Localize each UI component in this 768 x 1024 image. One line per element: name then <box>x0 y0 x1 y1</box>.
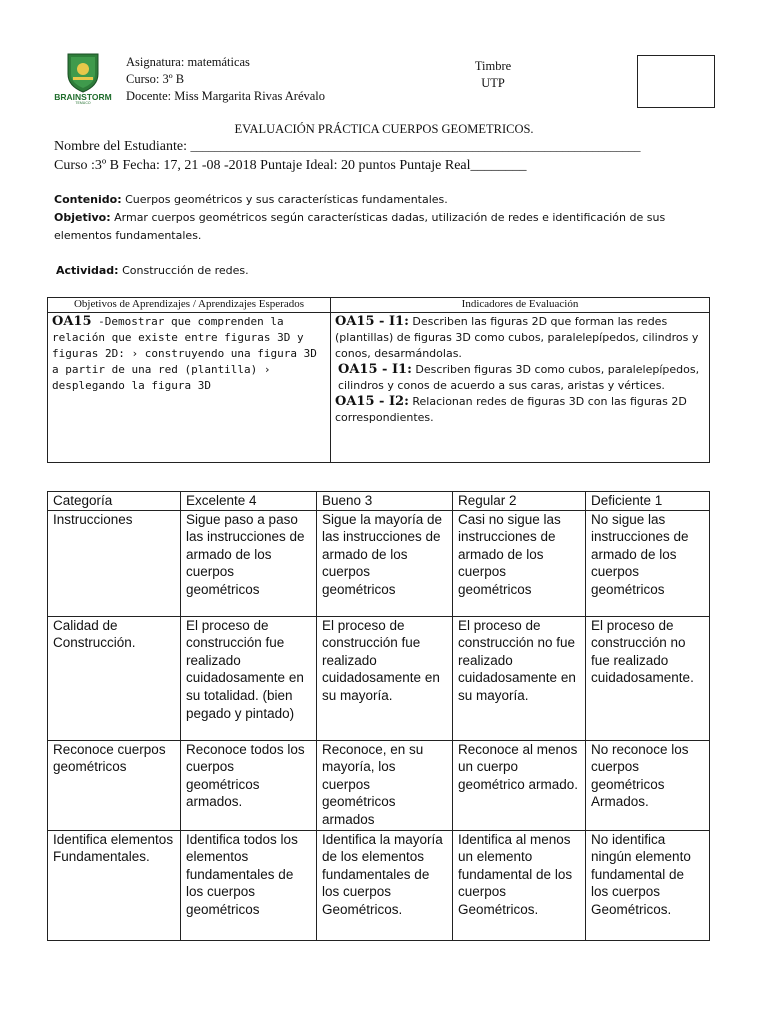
rubric-cell: No sigue las instrucciones de armado de los cuerpos geométricos <box>586 510 710 616</box>
stamp-label <box>468 58 518 92</box>
actividad-line <box>56 262 249 280</box>
rubric-header-regular: Regular 2 <box>453 492 586 511</box>
rubric-cell: No reconoce los cuerpos geométricos Armados. <box>586 740 710 830</box>
rubric-header-excelente: Excelente 4 <box>181 492 317 511</box>
rubric-header-bueno: Bueno 3 <box>317 492 453 511</box>
rubric-cell: Identifica elementos Fundamentales. <box>48 830 181 940</box>
rubric-cell: El proceso de construcción no fue realizado cuidadosamente. <box>586 616 710 740</box>
rubric-cell: Reconoce al menos un cuerpo geométrico armado. <box>453 740 586 830</box>
rubric-cell: El proceso de construcción no fue realizado cuidadosamente en su mayoría. <box>453 616 586 740</box>
rubric-cell: Calidad de Construcción. <box>48 616 181 740</box>
utp-text: UTP <box>481 76 505 90</box>
page-title: EVALUACIÓN PRÁCTICA CUERPOS GEOMETRICOS. <box>234 122 534 136</box>
student-name-line <box>54 139 640 155</box>
school-crest-icon <box>50 52 116 104</box>
rubric-table <box>47 491 710 941</box>
rubric-cell: Identifica la mayoría de los elementos fundamentales de los cuerpos Geométricos. <box>317 830 453 940</box>
indicator-3: OA15 - I2: Relacionan redes de figuras 3D con las figuras 2D correspondientes. <box>335 394 687 424</box>
student-name-blank[interactable]: ___________________________________________________________________________ <box>190 139 641 153</box>
contenido-label: Contenido: <box>54 193 122 206</box>
rubric-cell: Identifica al menos un elemento fundamental de los cuerpos Geométricos. <box>453 830 586 940</box>
rubric-row-identifica <box>48 830 710 940</box>
content-block <box>54 191 714 245</box>
objectives-body-row <box>48 313 710 463</box>
rubric-cell: Instrucciones <box>48 510 181 616</box>
subject-label: Asignatura: matemáticas <box>126 55 250 69</box>
objetivo-label: Objetivo: <box>54 211 111 224</box>
timbre-text: Timbre <box>474 59 512 73</box>
rubric-cell: Sigue la mayoría de las instrucciones de armado de los cuerpos geométricos <box>317 510 453 616</box>
indicator-1: OA15 - I1: Describen las figuras 2D que forman las redes (plantillas) de figuras 3D como cubos, paralelepípedos, cilindros y conos, desarmándolas. <box>335 314 699 360</box>
rubric-header-category: Categoría <box>48 492 181 511</box>
oa-code: OA15 <box>52 314 92 329</box>
logo-subtext: TEMUCO <box>75 101 91 104</box>
rubric-cell: No identifica ningún elemento fundamental de los cuerpos Geométricos. <box>586 830 710 940</box>
objectives-col-header: Objetivos de Aprendizajes / Aprendizajes Esperados <box>48 298 331 313</box>
logo-text: BRAINSTORM <box>54 92 112 102</box>
student-name-label: Nombre del Estudiante: <box>54 139 187 154</box>
rubric-cell: Casi no sigue las instrucciones de armado de los cuerpos geométricos <box>453 510 586 616</box>
objetivo-text: Armar cuerpos geométricos según características dadas, utilización de redes e identificación de sus elementos fundamentales. <box>54 211 666 242</box>
contenido-text: Cuerpos geométricos y sus características fundamentales. <box>125 193 448 206</box>
rubric-cell: Reconoce cuerpos geométricos <box>48 740 181 830</box>
rubric-row-instrucciones <box>48 510 710 616</box>
actividad-label: Actividad: <box>56 264 119 277</box>
contenido-line <box>54 191 714 209</box>
objective-cell <box>48 313 331 463</box>
teacher-label: Docente: Miss Margarita Rivas Arévalo <box>126 89 326 103</box>
indicator-2: OA15 - I1: Describen figuras 3D como cubos, paralelepípedos, cilindros y conos de acuerdo a sus caras, aristas y vértices. <box>338 362 700 392</box>
course-info <box>126 54 325 105</box>
indicators-cell <box>331 313 710 463</box>
rubric-header-deficiente: Deficiente 1 <box>586 492 710 511</box>
oa-text: -Demostrar que comprenden la relación que existe entre figuras 3D y figuras 2D: › construyendo una figura 3D a partir de una red (plantilla) › desplegando la figura 3D <box>52 315 317 392</box>
course-date-line: Curso :3º B Fecha: 17, 21 -08 -2018 Puntaje Ideal: 20 puntos Puntaje Real________ <box>54 158 527 173</box>
rubric-cell: Reconoce todos los cuerpos geométricos armados. <box>181 740 317 830</box>
actividad-text: Construcción de redes. <box>122 264 249 277</box>
objetivo-line <box>54 209 714 245</box>
objectives-header-row <box>48 298 710 313</box>
indicators-col-header: Indicadores de Evaluación <box>331 298 710 313</box>
rubric-cell: El proceso de construcción fue realizado cuidadosamente en su totalidad. (bien pegado y pintado) <box>181 616 317 740</box>
rubric-cell: Identifica todos los elementos fundamentales de los cuerpos geométricos <box>181 830 317 940</box>
course-label: Curso: 3º B <box>126 72 185 86</box>
school-logo <box>50 52 116 104</box>
rubric-header-row <box>48 492 710 511</box>
objectives-table <box>47 297 710 463</box>
rubric-row-calidad <box>48 616 710 740</box>
rubric-cell: El proceso de construcción fue realizado cuidadosamente en su mayoría. <box>317 616 453 740</box>
rubric-cell: Sigue paso a paso las instrucciones de armado de los cuerpos geométricos <box>181 510 317 616</box>
rubric-row-reconoce <box>48 740 710 830</box>
stamp-box <box>637 55 715 108</box>
rubric-cell: Reconoce, en su mayoría, los cuerpos geométricos armados <box>317 740 453 830</box>
